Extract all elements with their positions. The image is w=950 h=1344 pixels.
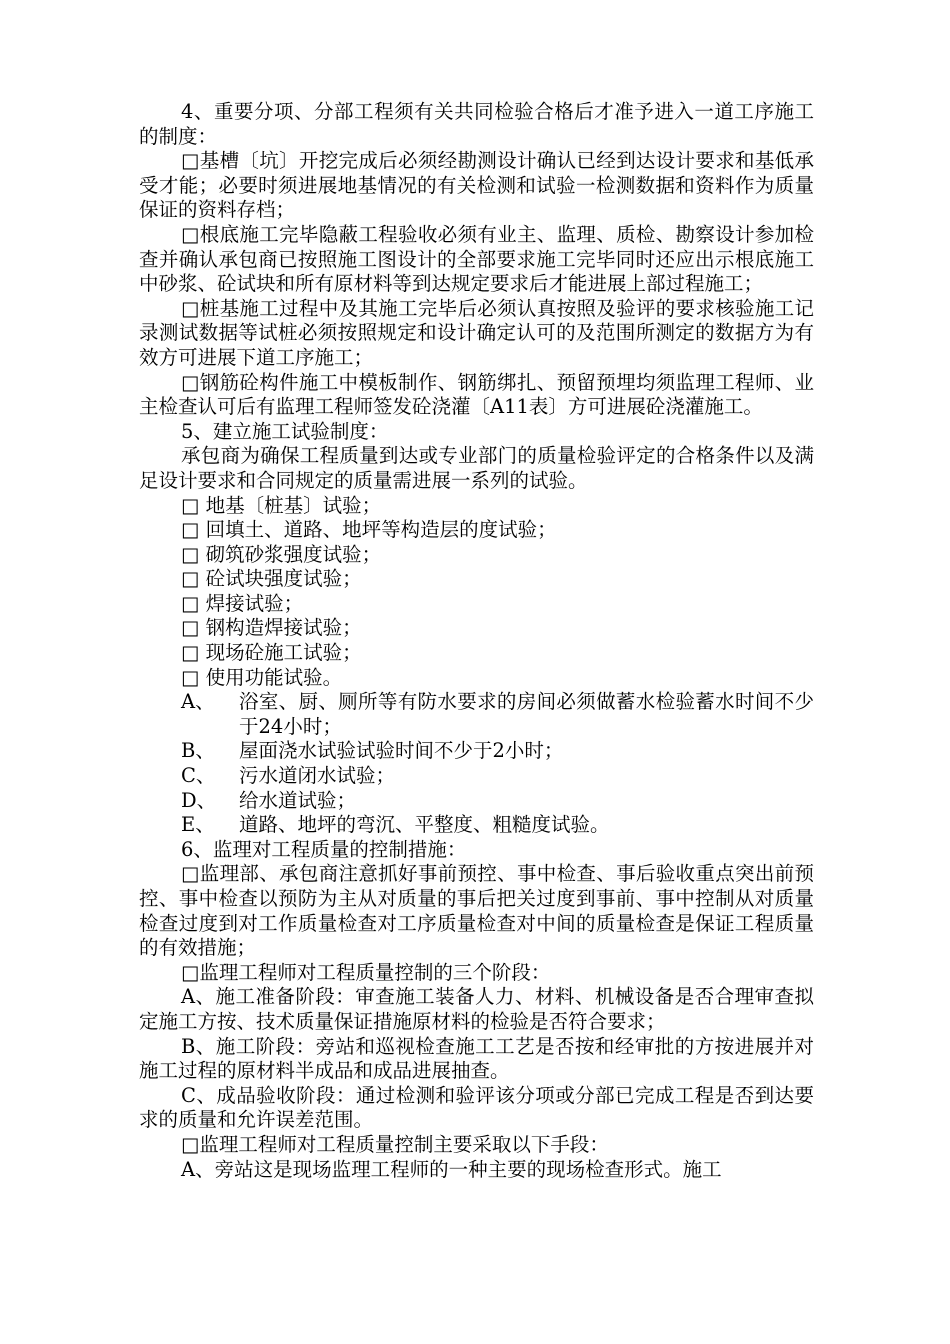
list-item-text: 浴室、厨、厕所等有防水要求的房间必须做蓄水检验蓄水时间不少于24小时； [239,690,814,738]
checkbox-list-item: □ 砌筑砂浆强度试验； [181,542,382,566]
paragraph: □监理工程师对工程质量控制的三个阶段： [181,960,551,984]
list-letter: B、 [181,739,215,763]
document-page [139,100,814,1182]
list-item-text: 污水道闭水试验； [239,764,396,788]
lettered-list-item [139,739,814,764]
checkbox-list-item: □ 回填土、道路、地坪等构造层的度试验； [181,518,557,542]
paragraph: A、旁站这是现场监理工程师的一种主要的现场检查形式。施工 [181,1157,722,1181]
checkbox-list-item: □ 钢构造焊接试验； [181,616,362,640]
list-letter: D、 [181,788,217,812]
list-letter: E、 [181,813,215,837]
checkbox-list-item: □ 砼试块强度试验； [181,567,362,591]
list-item-text: 给水道试验； [239,788,357,812]
paragraph: □钢筋砼构件施工中模板制作、钢筋绑扎、预留预埋均须监理工程师、业主检查认可后有监理工程师签发砼浇灌〔A11表〕方可进展砼浇灌施工。 [139,370,814,419]
section-heading: 5、建立施工试验制度： [181,419,389,443]
paragraph: □监理工程师对工程质量控制主要采取以下手段： [181,1132,609,1156]
checkbox-list-item: □ 使用功能试验。 [181,665,343,689]
lettered-list-item [139,764,814,789]
checkbox-list-item: □ 焊接试验； [181,591,304,615]
paragraph: 承包商为确保工程质量到达或专业部门的质量检验评定的合格条件以及满足设计要求和合同规定的质量需进展一系列的试验。 [139,444,814,492]
lettered-list-item [139,813,814,838]
paragraph: A、施工准备阶段：审查施工装备人力、材料、机械设备是否合理审查拟定施工方按、技术质量保证措施原材料的检验是否符合要求； [139,985,814,1033]
paragraph: □根底施工完毕隐蔽工程验收必须有业主、监理、质检、勘察设计参加检查并确认承包商已按照施工图设计的全部要求施工完毕同时还应出示根底施工中砂浆、砼试块和所有原材料等到达规定要求后才能进展上部过程施工； [139,222,814,296]
lettered-list-item [139,690,814,739]
section-heading: 6、监理对工程质量的控制措施： [181,837,467,861]
list-letter: C、 [181,764,216,788]
paragraph: □桩基施工过程中及其施工完毕后必须认真按照及验评的要求核验施工记录测试数据等试桩必须按照规定和设计确定认可的及范围所测定的数据方为有效方可进展下道工序施工； [139,296,814,369]
paragraph: □基槽〔坑〕开挖完成后必须经勘测设计确认已经到达设计要求和基低承受才能；必要时须进展地基情况的有关检测和试验一检测数据和资料作为质量保证的资料存档； [139,149,814,222]
checkbox-list-item: □ 地基〔桩基〕试验； [181,493,382,517]
paragraph: 4、重要分项、分部工程须有关共同检验合格后才准予进入一道工序施工的制度： [139,100,814,148]
checkbox-list-item: □ 现场砼施工试验； [181,641,362,665]
paragraph: □监理部、承包商注意抓好事前预控、事中检查、事后验收重点突出前预控、事中检查以预防为主从对质量的事后把关过度到事前、事中控制从对质量检查过度到对工作质量检查对工序质量检查对中间的质量检查是保证工程质量的有效措施； [139,862,814,960]
list-letter: A、 [181,690,215,714]
lettered-list-item [139,789,814,814]
paragraph: C、成品验收阶段：通过检测和验评该分项或分部已完成工程是否到达要求的质量和允许误差范围。 [139,1083,814,1132]
list-item-text: 屋面浇水试验试验时间不少于2小时； [239,739,564,763]
paragraph: B、施工阶段：旁站和巡视检查施工工艺是否按和经审批的方按进展并对施工过程的原材料半成品和成品进展抽查。 [139,1034,814,1083]
list-item-text: 道路、地坪的弯沉、平整度、粗糙度试验。 [239,813,610,837]
